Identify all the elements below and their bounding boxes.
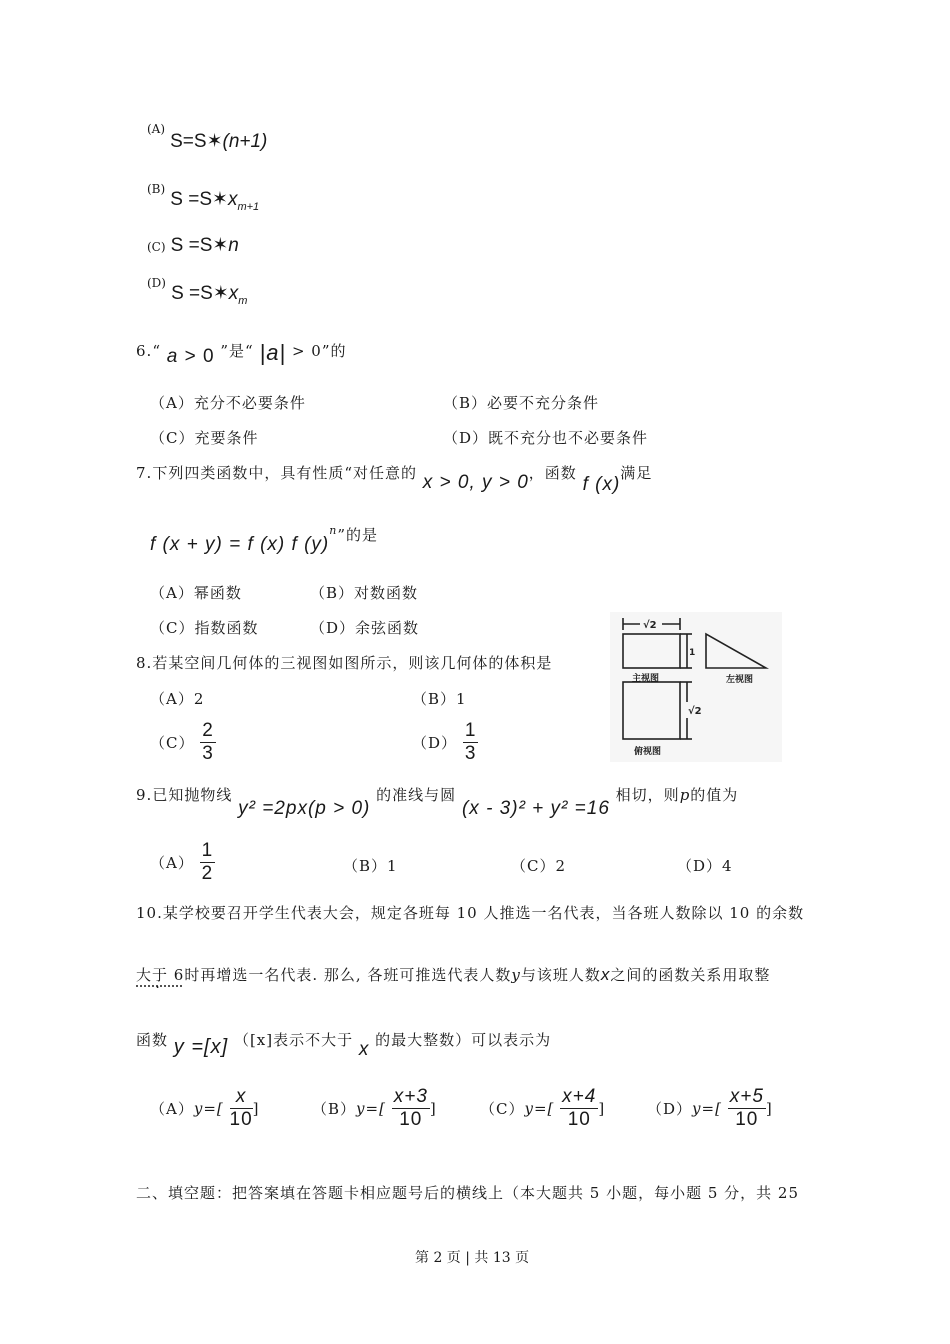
option-label: (D) [147, 276, 166, 290]
q7-stem: 7.下列四类函数中，具有性质“对任意的 x > 0, y > 0，函数 f (x)满足 [136, 464, 653, 495]
q6-option-c: （C）充要条件 [150, 429, 259, 447]
q8-option-c: （C） $\frac{2}{3}$ [150, 720, 214, 764]
fraction: $\frac{2}{3}$ [202, 720, 214, 764]
fraction: $\frac{x}{10}$ [229, 1086, 253, 1130]
q9-parabola: y² =2px(p > 0) [238, 798, 371, 819]
q6-cond1: a > 0 [166, 346, 215, 367]
option-label: (C) [147, 240, 166, 254]
fraction: $\frac{x+3}{10}$ [393, 1086, 428, 1130]
q6-abs: |a| [259, 340, 287, 365]
q9-option-d: （D）4 [677, 857, 733, 875]
q7-option-a: （A）幂函数 [150, 584, 242, 602]
q10-line3: 函数 y =[x] （[x]表示不大于 x 的最大整数）可以表示为 [136, 1031, 552, 1060]
emphasized-text: 大于 6 · [136, 966, 184, 984]
q10-option-c: （C）y=[ $\frac{x+4}{10}$ ] [480, 1086, 606, 1130]
q6-option-d: （D）既不充分也不必要条件 [443, 429, 649, 447]
page-footer: 第 2 页 | 共 13 页 [415, 1250, 530, 1266]
svg-text:主视图: 主视图 [632, 674, 660, 684]
q7-option-d: （D）余弦函数 [310, 619, 420, 637]
q6-option-b: （B）必要不充分条件 [443, 394, 600, 412]
q7-function: f (x) [582, 474, 621, 495]
q7-condition: x > 0, y > 0 [422, 472, 529, 493]
q6-stem: 6.“ a > 0 ”是“ |a| > 0”的 [136, 340, 347, 367]
q9-circle: (x - 3)² + y² =16 [461, 798, 610, 819]
q10-line2: 大于 6 ·时再增选一名代表. 那么, 各班可推选代表人数y与该班人数x之间的函数关系用取整 [136, 964, 770, 985]
q7-option-b: （B）对数函数 [310, 584, 419, 602]
option-expr: $S =S✶x_{m+1}$ [170, 189, 260, 213]
option-label: (A) [147, 122, 166, 136]
q8-option-b: （B）1 [412, 690, 467, 708]
q7-option-c: （C）指数函数 [150, 619, 259, 637]
option-label: (B) [147, 182, 166, 196]
svg-text:俯视图: 俯视图 [634, 747, 662, 757]
option-expr: S=S✶(n+1) [170, 131, 268, 152]
q10-option-b: （B）y=[ $\frac{x+3}{10}$ ] [312, 1086, 437, 1130]
q6-option-a: （A）充分不必要条件 [150, 394, 306, 412]
q10-option-a: （A）y=[ $\frac{x}{10}$ ] [150, 1086, 260, 1130]
q8-option-d: （D） $\frac{1}{3}$ [412, 720, 477, 764]
q7-formula: f (x + y) = f (x) f (y) [150, 534, 330, 555]
fraction: $\frac{1}{2}$ [201, 840, 214, 884]
svg-text:1: 1 [689, 648, 696, 658]
fraction: $\frac{x+5}{10}$ [729, 1086, 764, 1130]
star-operator: ✶ [206, 131, 223, 152]
three-view-figure [610, 612, 782, 762]
q8-option-a: （A）2 [150, 690, 205, 708]
q5-option-c [147, 234, 239, 257]
section-2-heading: 二、填空题：把答案填在答题卡相应题号后的横线上（本大题共 5 小题，每小题 5 分，共 25 [136, 1184, 800, 1202]
svg-text:√2: √2 [643, 620, 657, 631]
q5-option-b [147, 182, 260, 213]
option-expr: S =S✶n [170, 235, 239, 256]
fraction: $\frac{x+4}{10}$ [562, 1086, 597, 1130]
q7-formula-line: f (x + y) = f (x) f $(y)^n$”的是 [150, 524, 378, 555]
floor-function: y =[x] [173, 1036, 229, 1058]
svg-text:左视图: 左视图 [726, 675, 754, 685]
q9-stem: 9.已知抛物线 y² =2px(p > 0) 的准线与圆 (x - 3)² + y² =16 相切，则p的值为 [136, 786, 739, 819]
option-expr: $S =S✶x_m$ [171, 283, 248, 307]
svg-text:√2: √2 [688, 706, 702, 717]
q9-option-b: （B）1 [343, 857, 398, 875]
fraction: $\frac{1}{3}$ [464, 720, 477, 764]
q5-option-a [147, 122, 268, 152]
q10-option-d: （D）y=[ $\frac{x+5}{10}$ ] [647, 1086, 773, 1130]
q5-option-d [147, 276, 248, 307]
three-view-drawing [610, 612, 782, 762]
q8-stem: 8.若某空间几何体的三视图如图所示，则该几何体的体积是 [136, 654, 553, 672]
q9-option-c: （C）2 [511, 857, 567, 875]
q9-option-a: （A） $\frac{1}{2}$ [150, 840, 214, 884]
q10-line1: 10.某学校要召开学生代表大会，规定各班每 10 人推选一名代表，当各班人数除以 10 的余数 [136, 904, 805, 922]
